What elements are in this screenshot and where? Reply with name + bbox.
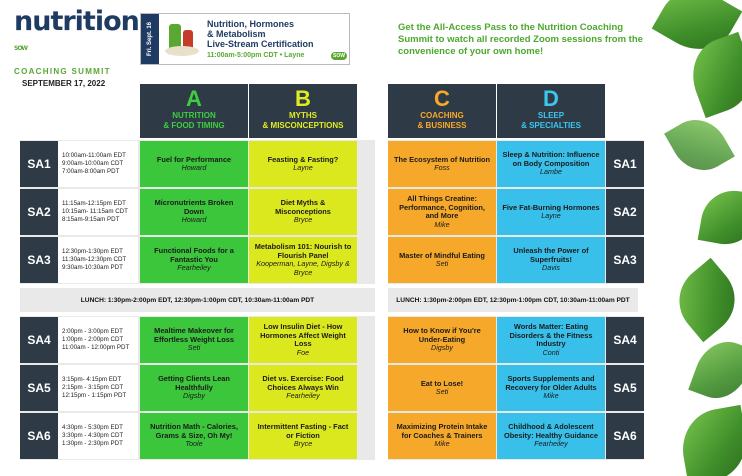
session-label-right: SA4 xyxy=(606,317,644,363)
column-header-d: D SLEEP & SPECIALTIES xyxy=(497,84,605,138)
session-title: Nutrition Math - Calories, Grams & Size, Oh My! xyxy=(150,422,238,440)
session-time: 11:00am - 12:00pm PDT xyxy=(62,344,130,351)
session-time: 2:15pm - 3:15pm CDT xyxy=(62,384,124,391)
session-label-left: SA3 xyxy=(20,237,58,283)
column-header-c: C COACHING & BUSINESS xyxy=(388,84,496,138)
session-speaker: Fearheiley xyxy=(286,391,320,401)
spinach-leaves-decoration xyxy=(642,0,742,476)
session-time: 9:30am-10:30am PDT xyxy=(62,264,123,271)
session-label-left: SA6 xyxy=(20,413,58,459)
session-time: 9:00am-10:00am CDT xyxy=(62,160,124,167)
session-cell-c xyxy=(388,413,496,459)
session-time: 12:15pm - 1:15pm PDT xyxy=(62,392,127,399)
session-times xyxy=(58,317,138,363)
session-speaker: Seti xyxy=(435,259,449,268)
session-title: Getting Clients Lean Healthfully xyxy=(158,374,230,392)
session-cell-a xyxy=(140,413,248,459)
session-speaker: Foe xyxy=(296,347,310,357)
session-time: 10:00am-11:00am EDT xyxy=(62,152,126,159)
session-cell-b xyxy=(249,237,357,283)
session-cell-d xyxy=(497,141,605,187)
session-label-left: SA2 xyxy=(20,189,58,235)
session-cell-a xyxy=(140,317,248,363)
session-times xyxy=(58,237,138,283)
banner-time: 11:00am-5:00pm CDT • Layne xyxy=(207,52,305,59)
session-time: 8:15am-9:15am PDT xyxy=(62,216,120,223)
session-title: Functional Foods for a Fantastic You xyxy=(154,246,234,264)
session-speaker: Kooperman, Layne, Digsby & Bryce xyxy=(256,259,350,277)
session-time: 3:15pm- 4:15pm EDT xyxy=(62,376,122,383)
session-cell-b xyxy=(249,365,357,411)
session-times xyxy=(58,365,138,411)
session-time: 1:00pm - 2:00pm CDT xyxy=(62,336,124,343)
summit-logo xyxy=(14,6,139,88)
session-title: How to Know if You're Under-Eating xyxy=(403,326,481,344)
session-title: Low Insulin Diet - How Hormones Affect Weight Loss xyxy=(260,322,346,348)
logo-wordmark: nutrition $^{SOW}$ xyxy=(14,6,139,52)
session-title: Sports Supplements and Recovery for Older Adults xyxy=(505,374,597,392)
session-label-right: SA2 xyxy=(606,189,644,235)
session-cell-c xyxy=(388,189,496,235)
session-cell-d xyxy=(497,317,605,363)
session-title: Intermittent Fasting - Fact or Fiction xyxy=(257,422,349,440)
session-speaker: Lambe xyxy=(540,167,562,177)
session-speaker: Mike xyxy=(543,391,559,401)
session-speaker: Fearheiley xyxy=(534,439,568,449)
session-label-right: SA1 xyxy=(606,141,644,187)
session-speaker: Digsby xyxy=(431,343,453,353)
session-cell-d xyxy=(497,237,605,283)
session-title: All Things Creatine: Performance, Cognition, and More xyxy=(399,194,485,220)
session-label-left: SA4 xyxy=(20,317,58,363)
session-speaker: Conti xyxy=(542,347,560,357)
session-label-right: SA6 xyxy=(606,413,644,459)
session-cell-c xyxy=(388,141,496,187)
session-title: Master of Mindful Eating xyxy=(399,250,485,260)
session-time: 10:15am- 11:15am CDT xyxy=(62,208,128,215)
session-speaker: Bryce xyxy=(293,215,313,225)
session-cell-d xyxy=(497,413,605,459)
session-speaker: Howard xyxy=(181,215,207,225)
session-speaker: Seti xyxy=(187,343,201,353)
session-speaker: Mike xyxy=(434,219,450,229)
session-title: The Ecosystem of Nutrition xyxy=(393,154,491,164)
session-label-right: SA5 xyxy=(606,365,644,411)
session-cell-c xyxy=(388,317,496,363)
session-title: Micronutrients Broken Down xyxy=(154,198,234,216)
food-image-icon xyxy=(163,18,203,60)
session-speaker: Digsby xyxy=(183,391,205,401)
lunch-band-right: LUNCH: 1:30pm-2:00pm EDT, 12:30pm-1:00pm CDT, 10:30am-11:00am PDT xyxy=(388,288,638,312)
session-title: Eat to Lose! xyxy=(420,378,464,388)
session-time: 4:30pm - 5:30pm EDT xyxy=(62,424,123,431)
session-label-left: SA1 xyxy=(20,141,58,187)
session-cell-d xyxy=(497,189,605,235)
lunch-band-left: LUNCH: 1:30pm-2:00pm EDT, 12:30pm-1:00pm CDT, 10:30am-11:00am PDT xyxy=(20,288,375,312)
session-title: Feasting & Fasting? xyxy=(267,154,339,164)
certification-banner xyxy=(140,13,350,65)
session-time: 12:30pm-1:30pm EDT xyxy=(62,248,123,255)
session-title: Unleash the Power of Superfruits! xyxy=(513,246,589,264)
session-title: Diet vs. Exercise: Food Choices Always Win xyxy=(262,374,344,392)
session-title: Maximizing Protein Intake for Coaches & Trainers xyxy=(396,422,488,440)
session-cell-a xyxy=(140,365,248,411)
session-speaker: Fearheiley xyxy=(177,263,211,273)
all-access-promo: Get the All-Access Pass to the Nutrition Coaching Summit to watch all recorded Zoom sessions from the convenience of your own home! xyxy=(398,22,643,57)
banner-title: Nutrition, Hormones & Metabolism Live-Stream Certification xyxy=(207,19,314,49)
session-time: 11:15am-12:15pm EDT xyxy=(62,200,126,207)
logo-subtitle: COACHING SUMMIT xyxy=(14,67,111,76)
session-cell-b xyxy=(249,413,357,459)
session-label-left: SA5 xyxy=(20,365,58,411)
session-cell-c xyxy=(388,237,496,283)
column-header-a: A NUTRITION & FOOD TIMING xyxy=(140,84,248,138)
session-title: Fuel for Performance xyxy=(156,154,232,164)
session-title: Mealtime Makeover for Effortless Weight Loss xyxy=(154,326,234,344)
session-cell-a xyxy=(140,141,248,187)
session-time: 7:00am-8:00am PDT xyxy=(62,168,120,175)
logo-small-mark: SOW xyxy=(14,45,28,52)
event-date: SEPTEMBER 17, 2022 xyxy=(22,79,106,88)
session-speaker: Bryce xyxy=(293,439,313,449)
session-title: Childhood & Adolescent Obesity: Healthy Guidance xyxy=(503,422,599,440)
session-speaker: Mike xyxy=(434,439,450,449)
session-time: 1:30pm - 2:30pm PDT xyxy=(62,440,123,447)
session-title: Words Matter: Eating Disorders & the Fitness Industry xyxy=(509,322,593,348)
session-label-right: SA3 xyxy=(606,237,644,283)
session-time: 2:00pm - 3:00pm EDT xyxy=(62,328,123,335)
session-cell-d xyxy=(497,365,605,411)
session-times xyxy=(58,189,138,235)
session-cell-a xyxy=(140,237,248,283)
session-cell-b xyxy=(249,141,357,187)
session-title: Five Fat-Burning Hormones xyxy=(502,202,600,212)
session-speaker: Davis xyxy=(542,263,560,273)
session-title: Diet Myths & Misconceptions xyxy=(275,198,331,216)
session-times xyxy=(58,141,138,187)
session-cell-c xyxy=(388,365,496,411)
session-speaker: Howard xyxy=(181,163,207,172)
column-header-b: B MYTHS & MISCONCEPTIONS xyxy=(249,84,357,138)
session-times xyxy=(58,413,138,459)
session-title: Metabolism 101: Nourish to Flourish Panel xyxy=(254,242,352,260)
session-cell-b xyxy=(249,189,357,235)
banner-date-tab: Fri. Sept. 16 xyxy=(141,14,159,64)
session-speaker: Toole xyxy=(185,439,203,449)
session-time: 11:30am-12:30pm CDT xyxy=(62,256,127,263)
session-speaker: Seti xyxy=(435,387,449,396)
session-speaker: Layne xyxy=(293,163,313,172)
session-speaker: Layne xyxy=(541,211,561,220)
session-speaker: Foss xyxy=(434,163,450,172)
banner-badge: SOW xyxy=(331,52,347,60)
session-time: 3:30pm - 4:30pm CDT xyxy=(62,432,124,439)
session-cell-b xyxy=(249,317,357,363)
session-title: Sleep & Nutrition: Influence on Body Composition xyxy=(502,150,600,168)
session-cell-a xyxy=(140,189,248,235)
